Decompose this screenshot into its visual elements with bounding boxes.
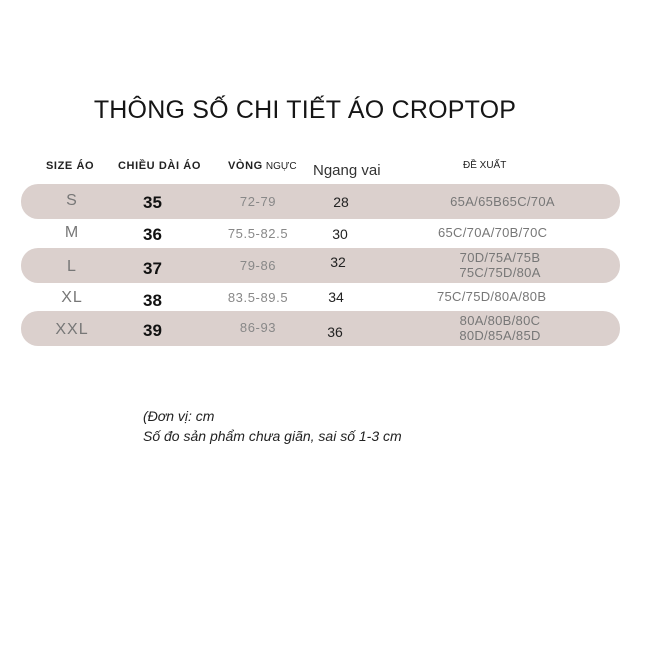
row-size: L: [67, 258, 77, 275]
row-bust: 75.5-82.5: [227, 226, 289, 241]
row-length: 35: [143, 193, 162, 212]
row-size: M: [64, 224, 80, 241]
row-suggest: [445, 313, 555, 343]
unit-note: (Đơn vị: cm: [143, 408, 215, 424]
header-suggest: ĐỀ XUẤT: [463, 160, 507, 171]
row-suggest: [445, 250, 555, 280]
header-bust: [228, 160, 297, 172]
header-shoulder: Ngang vai: [313, 162, 381, 179]
header-size: SIZE ÁO: [46, 160, 95, 172]
row-size: XL: [61, 289, 83, 306]
row-bust: 72-79: [239, 194, 277, 209]
row-length: 36: [143, 225, 162, 244]
row-bust: 83.5-89.5: [227, 290, 289, 305]
row-shoulder: 34: [328, 289, 344, 305]
header-bust-main: VÒNG: [228, 160, 263, 172]
row-length: 37: [143, 259, 162, 278]
row-bust: 79-86: [239, 258, 277, 273]
row-shoulder: 28: [333, 194, 349, 210]
row-length: 38: [143, 291, 162, 310]
row-shoulder: 30: [332, 226, 348, 242]
row-size: S: [66, 192, 78, 209]
row-suggest-line: 80D/85A/85D: [459, 328, 541, 343]
row-length: 39: [143, 321, 162, 340]
row-shoulder: 36: [327, 324, 343, 340]
row-shoulder: 32: [330, 254, 346, 270]
tolerance-note: Số đo sản phẩm chưa giãn, sai số 1-3 cm: [143, 428, 402, 444]
row-suggest-line: 80A/80B/80C: [459, 313, 541, 328]
row-suggest: 65A/65B65C/70A: [450, 194, 555, 209]
row-suggest: 75C/75D/80A/80B: [437, 289, 547, 304]
row-suggest-line: 75C/75D/80A: [459, 265, 541, 280]
row-size: XXL: [55, 321, 89, 338]
header-bust-sub: NGỰC: [265, 161, 297, 172]
row-suggest: 65C/70A/70B/70C: [438, 225, 548, 240]
page-title: THÔNG SỐ CHI TIẾT ÁO CROPTOP: [93, 96, 517, 124]
header-length: CHIỀU DÀI ÁO: [118, 160, 201, 172]
row-suggest-line: 70D/75A/75B: [459, 250, 541, 265]
row-bust: 86-93: [239, 320, 277, 335]
